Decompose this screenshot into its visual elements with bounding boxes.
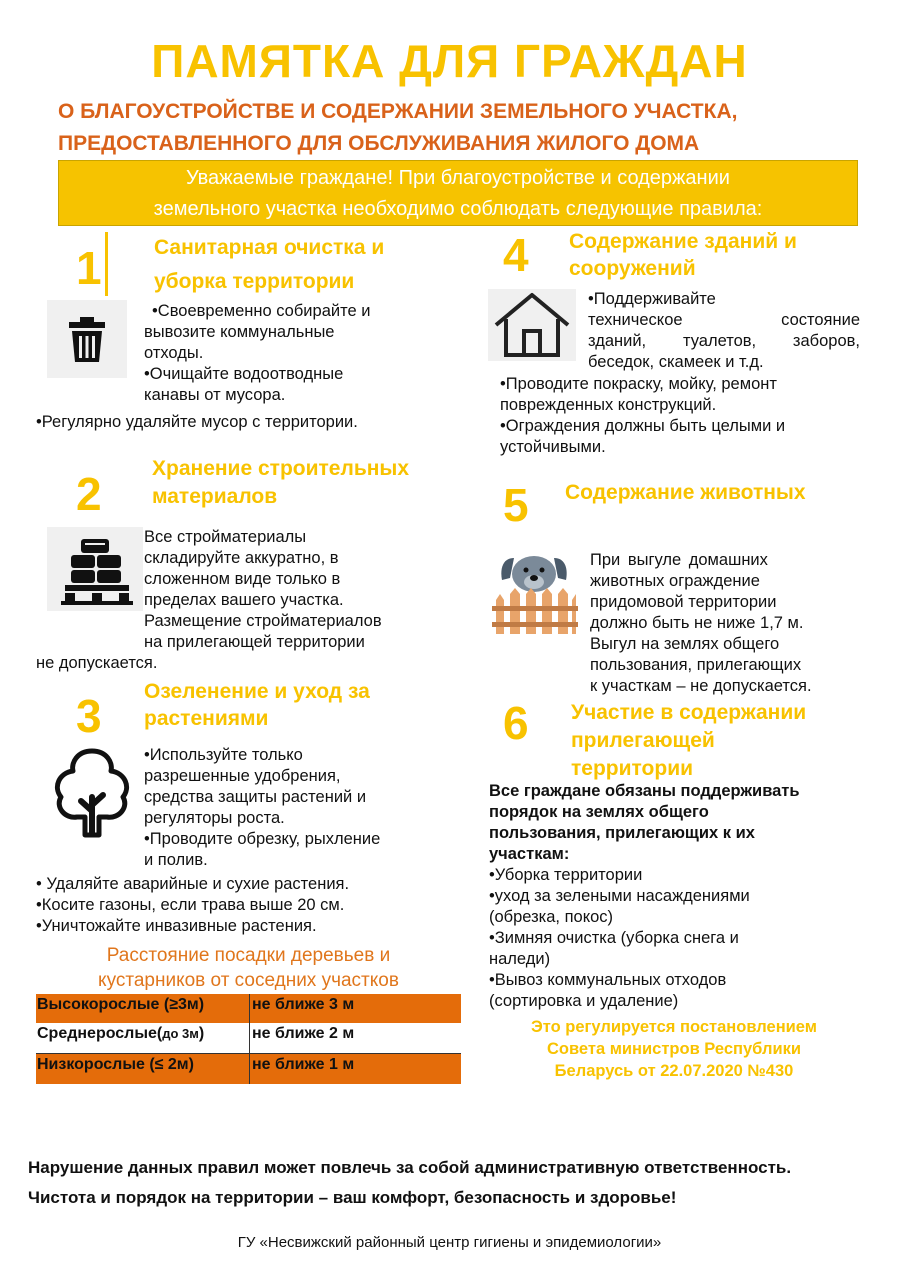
category-end: ): [198, 1025, 205, 1042]
s5-line: Выгул на землях общего: [590, 635, 780, 653]
section-6-title-line-2: прилегающей: [571, 729, 715, 752]
section-2-title-line-2: материалов: [152, 485, 278, 508]
s5-line: При выгуле домашних: [590, 551, 768, 569]
s3-line: и полив.: [144, 851, 208, 869]
table-cell-distance: не ближе 2 м: [252, 1025, 355, 1042]
pallet-bags-icon: [47, 527, 143, 611]
s4-line: зданий, туалетов, заборов,: [588, 332, 860, 350]
legal-line: Совета министров Республики: [546, 1040, 801, 1058]
s4-wide-line: поврежденных конструкций.: [500, 396, 717, 414]
legal-line: Это регулируется постановлением: [531, 1018, 817, 1036]
section-1-title-line-1: Санитарная очистка и: [154, 236, 385, 259]
section-6-number: 6: [503, 697, 529, 749]
s6-line: •Вывоз коммунальных отходов: [489, 971, 727, 989]
s1-line: •Очищайте водоотводные: [144, 365, 344, 383]
distance-title: [36, 943, 461, 993]
section-4-text: [588, 289, 860, 373]
s4-line: техническое состояние: [588, 311, 860, 329]
s3-wide-line: •Косите газоны, если трава выше 20 см.: [36, 896, 345, 914]
s3-line: •Используйте только: [144, 746, 303, 764]
s4-wide-line: •Ограждения должны быть целыми и: [500, 417, 786, 435]
section-1-wide-text: •Регулярно удаляйте мусор с территории.: [36, 413, 358, 431]
s2-line: Размещение стройматериалов: [144, 612, 382, 630]
banner-line-1: Уважаемые граждане! При благоустройстве и содержании: [186, 167, 730, 189]
distance-title-line-1: Расстояние посадки деревьев и: [106, 945, 391, 966]
section-2-number: 2: [76, 468, 102, 520]
s3-line: средства защиты растений и: [144, 788, 367, 806]
section-5-title: Содержание животных: [565, 481, 806, 504]
section-6-title-line-3: территории: [571, 757, 694, 780]
section-6-title-line-1: Участие в содержании: [571, 701, 807, 724]
s6-bold-line: участкам:: [489, 845, 570, 863]
s3-wide-line: •Уничтожайте инвазивные растения.: [36, 917, 317, 935]
s2-line: Все стройматериалы: [144, 528, 307, 546]
table-cell-distance: не ближе 1 м: [252, 1056, 355, 1073]
s6-bold-line: порядок на землях общего: [489, 803, 709, 821]
tree-icon: [47, 745, 137, 840]
subtitle-line-1: О БЛАГОУСТРОЙСТВЕ И СОДЕРЖАНИИ ЗЕМЕЛЬНОГО УЧАСТКА,: [58, 100, 738, 123]
section-3-title-line-1: Озеленение и уход за: [144, 680, 370, 703]
table-row: [36, 994, 461, 1024]
section-5-number: 5: [503, 479, 529, 531]
s6-line: наледи): [489, 950, 551, 968]
s5-line: пользования, прилегающих: [590, 656, 802, 674]
category-main: Среднерослые(: [37, 1025, 163, 1042]
house-icon: [488, 289, 576, 361]
distance-title-line-2: кустарников от соседних участков: [98, 970, 399, 991]
footer-slogan: Чистота и порядок на территории – ваш комфорт, безопасность и здоровье!: [28, 1188, 677, 1207]
s6-line: •Зимняя очистка (уборка снега и: [489, 929, 739, 947]
table-row: [36, 1023, 461, 1054]
section-1-text: [144, 301, 434, 406]
category-small: до 3м: [162, 1026, 199, 1041]
section-2-title-line-1: Хранение строительных: [152, 457, 410, 480]
section-6-text: [489, 781, 869, 1012]
section-4-title-line-1: Содержание зданий и: [569, 230, 797, 253]
intro-banner: [58, 160, 858, 226]
s1-line: отходы.: [144, 344, 204, 362]
s6-line: (сортировка и удаление): [489, 992, 679, 1010]
s5-line: к участкам – не допускается.: [590, 677, 812, 695]
s2-line: пределах вашего участка.: [144, 591, 344, 609]
footer-organization: ГУ «Несвижский районный центр гигиены и эпидемиологии»: [237, 1234, 662, 1251]
s6-line: •уход за зелеными насаждениями: [489, 887, 750, 905]
s4-line: беседок, скамеек и т.д.: [588, 353, 764, 371]
section-3-text: [144, 745, 444, 871]
table-cell-category: Высокорослые (≥3м): [36, 994, 250, 1023]
s2-line: на прилегающей территории: [144, 633, 365, 651]
s6-bold-line: Все граждане обязаны поддерживать: [489, 782, 800, 800]
table-cell-distance: не ближе 3 м: [252, 996, 355, 1013]
subtitle-line-2: ПРЕДОСТАВЛЕННОГО ДЛЯ ОБСЛУЖИВАНИЯ ЖИЛОГО ДОМА: [58, 132, 700, 155]
section-2-text: [144, 527, 444, 653]
s3-line: •Проводите обрезку, рыхление: [144, 830, 381, 848]
s1-line: канавы от мусора.: [144, 386, 286, 404]
section-3-title-line-2: растениями: [144, 707, 269, 730]
s4-wide-line: устойчивыми.: [500, 438, 606, 456]
dog-fence-icon: [488, 550, 580, 640]
s2-line: сложенном виде только в: [144, 570, 341, 588]
s4-line: •Поддерживайте: [588, 290, 716, 308]
legal-line: Беларусь от 22.07.2020 №430: [554, 1062, 794, 1080]
section-3-wide-text: [36, 874, 349, 937]
s5-line: животных ограждение: [590, 572, 760, 590]
s3-wide-line: • Удаляйте аварийные и сухие растения.: [36, 875, 350, 893]
section-6-title: [571, 699, 806, 783]
section-3-number: 3: [76, 690, 102, 742]
legal-reference: [489, 1016, 859, 1082]
s5-line: должно быть не ниже 1,7 м.: [590, 614, 804, 632]
table-cell-category: [36, 1023, 250, 1053]
s2-line: складируйте аккуратно, в: [144, 549, 339, 567]
s1-line: вывозите коммунальные: [144, 323, 335, 341]
banner-line-2: земельного участка необходимо соблюдать следующие правила:: [153, 198, 763, 220]
s6-line: (обрезка, покос): [489, 908, 614, 926]
s3-line: регуляторы роста.: [144, 809, 285, 827]
s4-wide-line: •Проводите покраску, мойку, ремонт: [500, 375, 777, 393]
section-1-divider: [105, 232, 108, 296]
page-title: ПАМЯТКА ДЛЯ ГРАЖДАН: [151, 35, 748, 87]
section-5-text: [590, 550, 862, 697]
s6-line: •Уборка территории: [489, 866, 643, 884]
s5-line: придомовой территории: [590, 593, 777, 611]
s1-line: •Своевременно собирайте и: [152, 302, 371, 320]
table-cell-category: Низкорослые (≤ 2м): [36, 1054, 250, 1084]
section-4-wide-text: [500, 374, 870, 458]
section-2-last-line: не допускается.: [36, 654, 158, 672]
s6-bold-line: пользования, прилегающих к их: [489, 824, 755, 842]
footer-warning: Нарушение данных правил может повлечь за собой административную ответственность.: [28, 1158, 792, 1177]
s3-line: разрешенные удобрения,: [144, 767, 341, 785]
section-1-title-line-2: уборка территории: [154, 270, 355, 293]
section-4-title-line-2: сооружений: [569, 257, 696, 280]
section-1-number: 1: [76, 242, 102, 294]
section-4-number: 4: [503, 229, 529, 281]
trash-can-icon: [47, 300, 127, 378]
table-row: [36, 1054, 461, 1084]
